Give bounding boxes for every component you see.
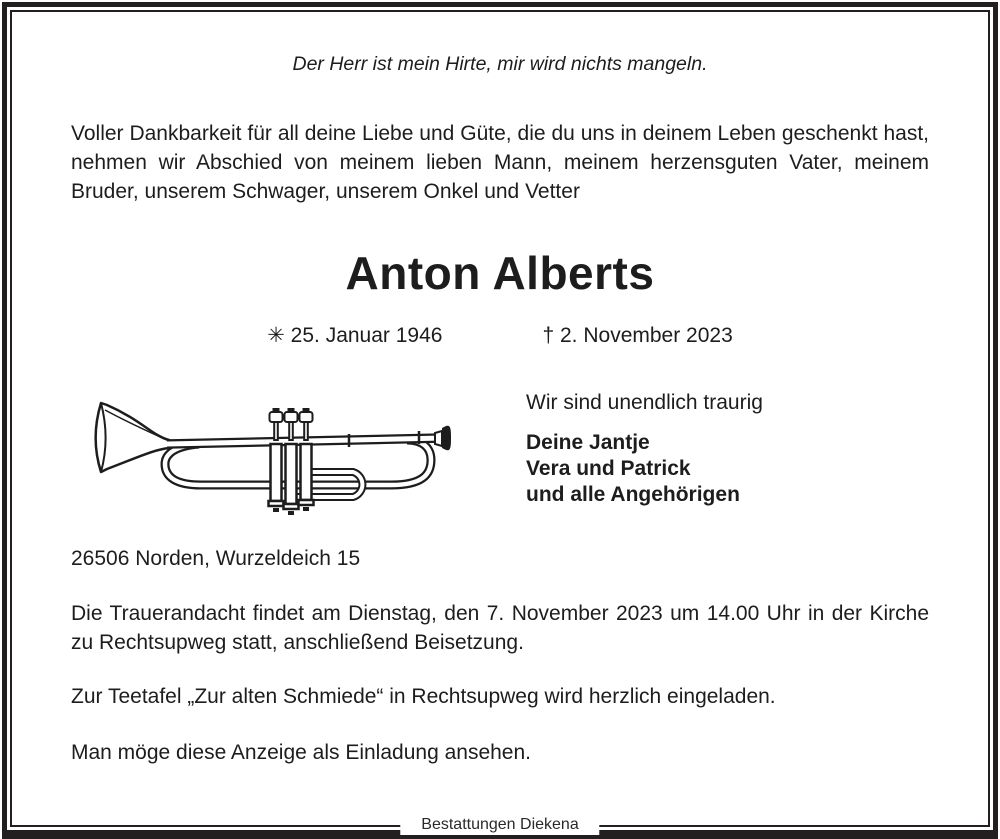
address-line: 26506 Norden, Wurzeldeich 15 <box>71 547 361 570</box>
trumpet-image <box>91 400 456 515</box>
service-info-text: Die Trauerandacht findet am Dienstag, den 7. November 2023 um 14.00 Uhr in der Kirche zu Rechtsupweg statt, anschließend Beisetzung. <box>71 602 929 654</box>
death-date-group <box>542 322 732 350</box>
grief-line: Wir sind unendlich traurig <box>526 391 763 414</box>
mourner-name: Deine Jantje <box>526 431 650 454</box>
mourner-name: Vera und Patrick <box>526 457 691 480</box>
birth-date: 25. Januar 1946 <box>290 324 443 347</box>
funeral-home-label: Bestattungen Diekena <box>400 815 599 835</box>
mourners-block <box>526 384 763 508</box>
death-symbol: † <box>542 324 555 347</box>
mourner-name: und alle Angehörigen <box>526 483 740 506</box>
bible-quote: Der Herr ist mein Hirte, mir wird nichts mangeln. <box>292 53 708 75</box>
birth-symbol: ✳ <box>267 324 285 347</box>
memorial-row <box>71 384 929 515</box>
invitation-note-text: Man möge diese Anzeige als Einladung ansehen. <box>71 741 531 764</box>
intro-text: Voller Dankbarkeit für all deine Liebe und Güte, die du uns in deinem Leben geschenkt hast, nehmen wir Abschied von meinem lieben Mann, meinem herzensguten Vater, meinem Bruder, unserem Schwager, unserem Onkel und Vetter <box>71 122 929 203</box>
deceased-name: Anton Alberts <box>345 247 655 299</box>
outer-border-frame <box>2 2 998 839</box>
dates-row <box>71 322 929 350</box>
tea-invitation-text: Zur Teetafel „Zur alten Schmiede“ in Rechtsupweg wird herzlich eingeladen. <box>71 685 776 708</box>
birth-date-group <box>267 322 442 350</box>
death-date: 2. November 2023 <box>560 324 733 347</box>
inner-border-frame <box>10 10 990 833</box>
